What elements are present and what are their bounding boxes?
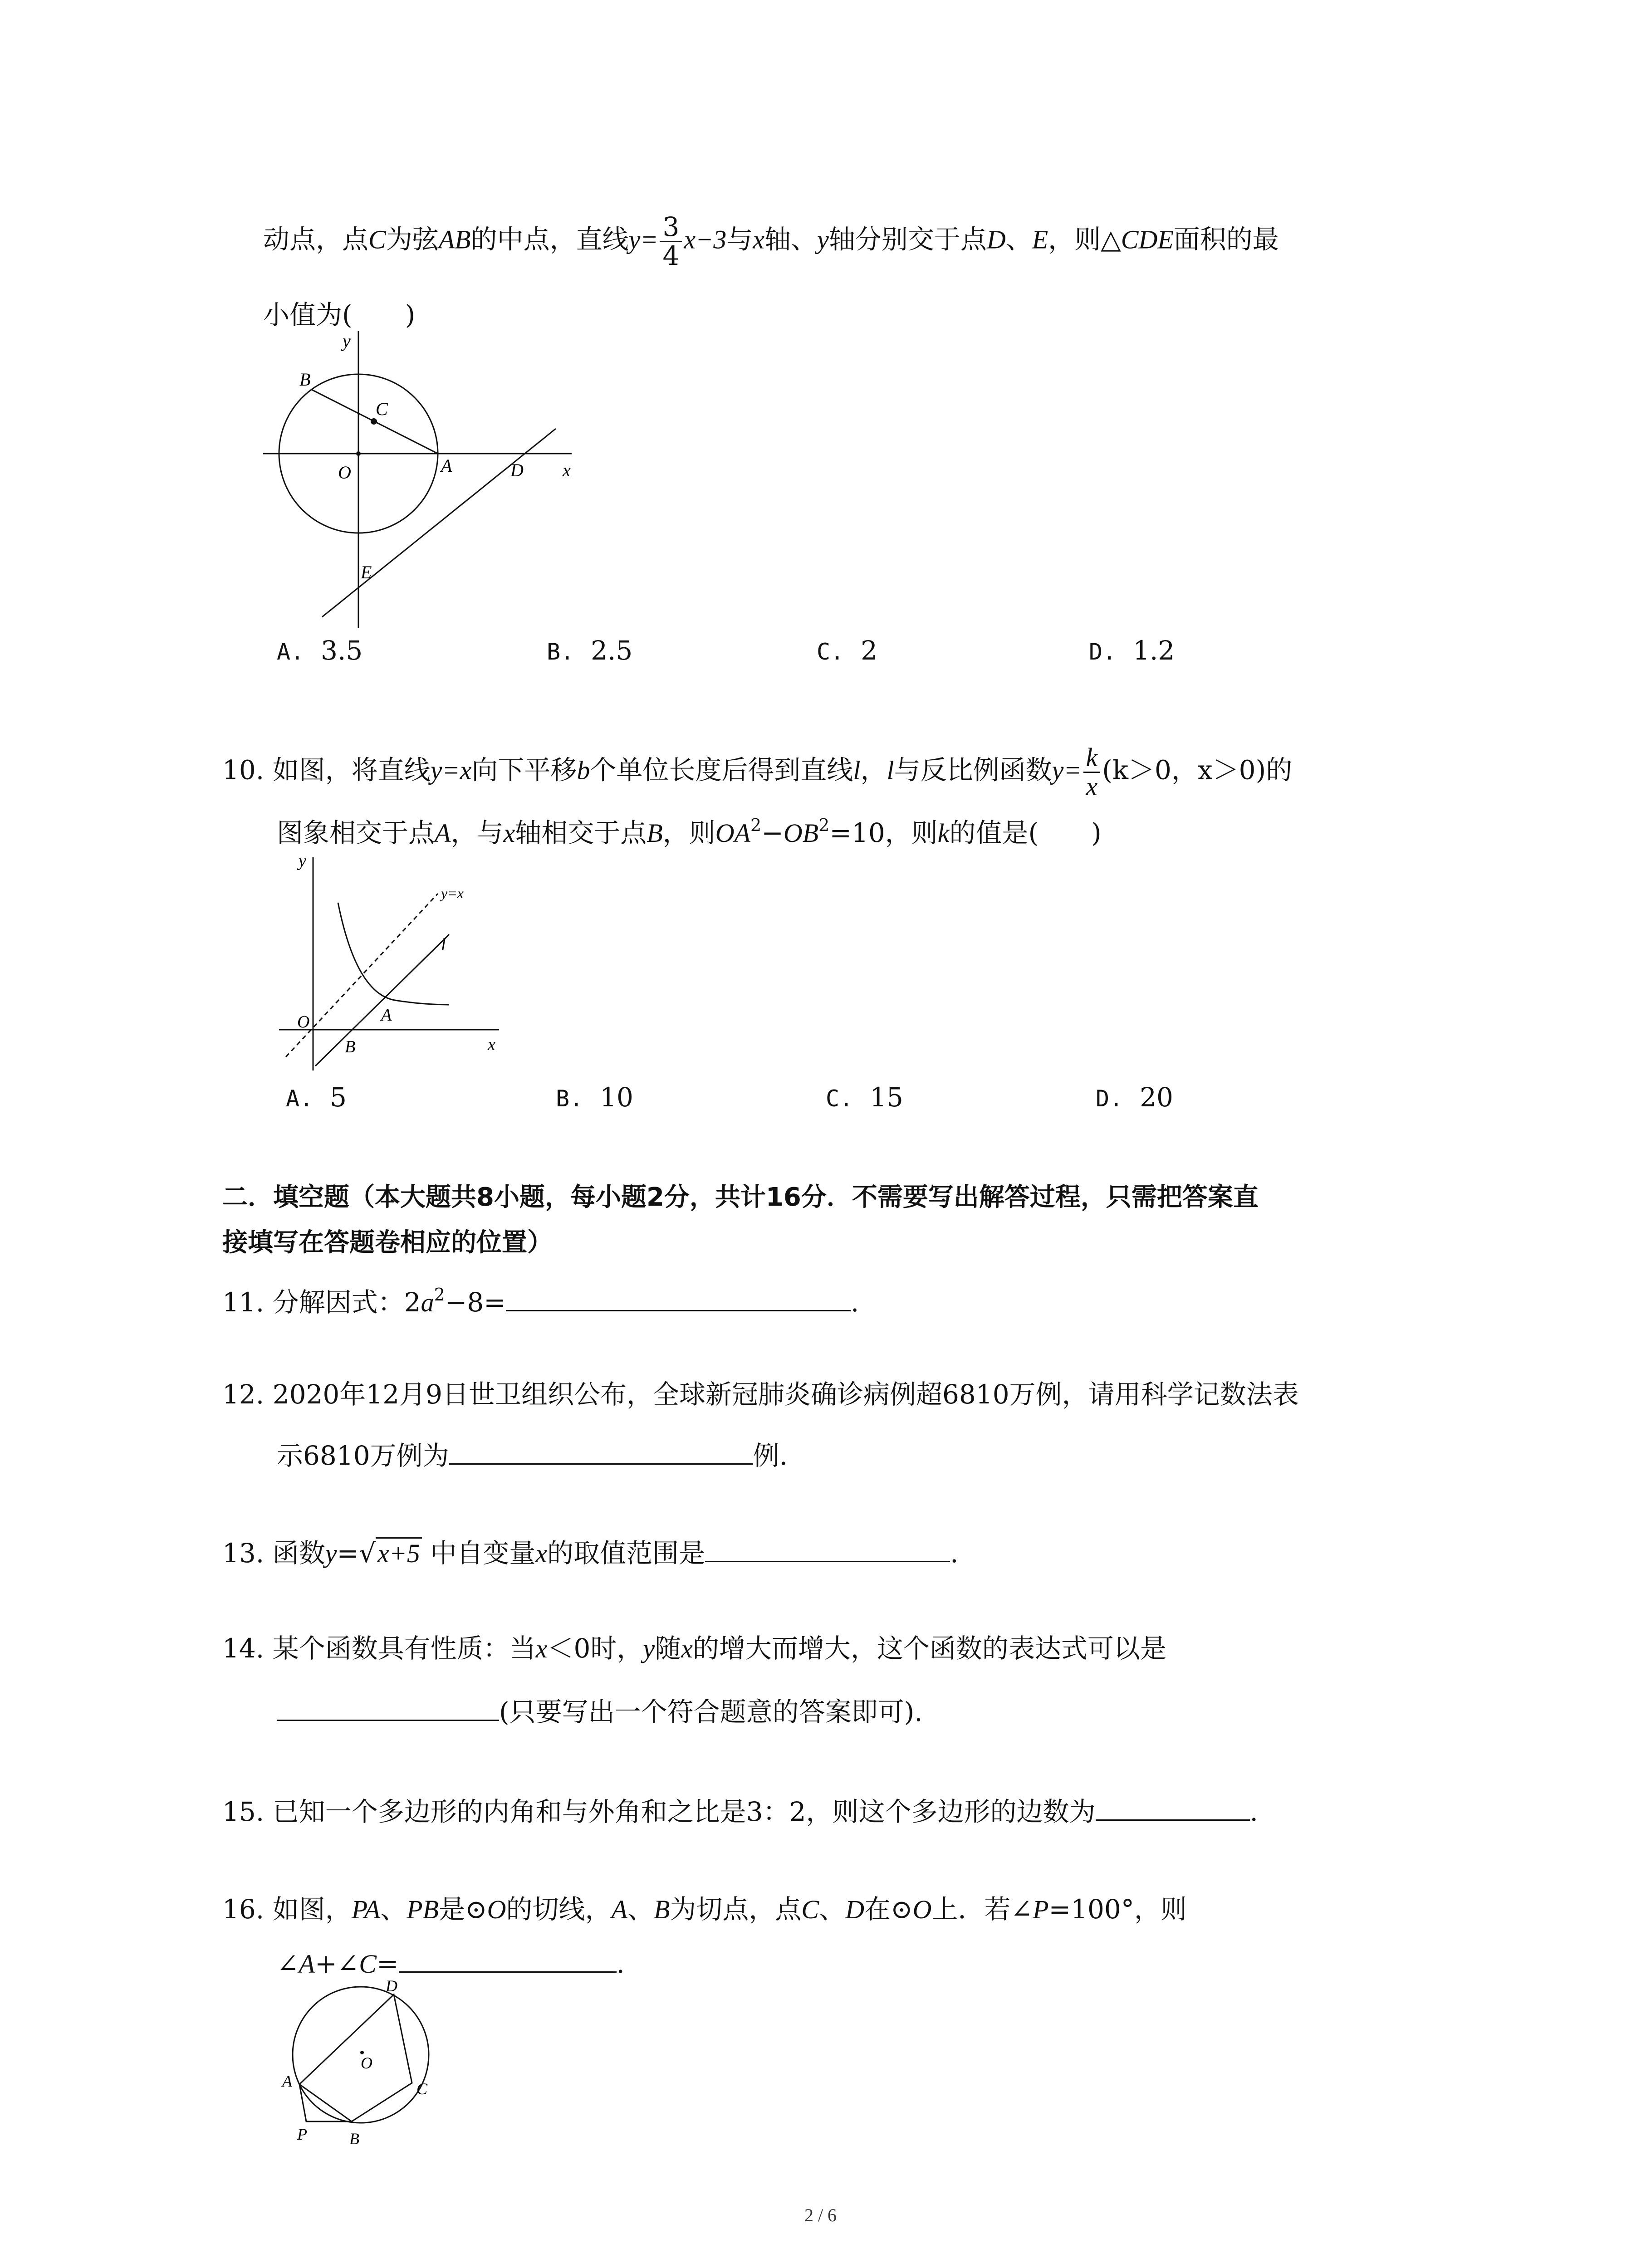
q15 [222,1796,1258,1827]
q16-fig-label-c: C [416,2080,428,2098]
answer-blank[interactable] [399,1970,617,1973]
q9-line1 [263,213,1279,270]
answer-blank[interactable] [1096,1818,1250,1821]
option-value: 10 [600,1082,633,1113]
q10-minus: − [761,817,784,848]
q10-line2 [277,816,1102,846]
q10-var-oa: OA [715,818,751,848]
q11-end: . [850,1287,859,1318]
option-label: B. [547,639,574,665]
q9-expr: x−3 [684,225,727,254]
q9-fig-label-y: y [343,331,351,351]
q10-fig-label-yx: y=x [441,885,464,901]
q11-var-a: a [421,1288,434,1317]
q9-var-d: D [986,225,1006,254]
q16-text: = [376,1948,399,1979]
q9-fig-label-c: C [376,399,388,419]
q10-text: 如图，将直线 [272,754,431,786]
q10-text: 的值是( ) [949,817,1102,848]
q11 [222,1286,859,1316]
q16-text: 、 [380,1894,407,1925]
q16-var: A [299,1949,315,1979]
answer-blank[interactable] [277,1718,499,1721]
section-heading: 二．填空题（本大题共8小题，每小题2分，共计16分．不需要写出解答过程，只需把答案直 [222,1183,1259,1212]
q16-var: P [1033,1895,1049,1924]
q10-figure [272,848,508,1075]
answer-blank[interactable] [705,1559,950,1562]
q10-option-d [1096,1082,1173,1113]
option-label: A. [286,1085,314,1112]
q10-var-a: A [435,818,451,848]
q16-text: =100°，则 [1048,1894,1187,1925]
option-label: D. [1089,639,1117,665]
q9-text: 为弦 [386,224,439,255]
q9-option-c [817,635,877,666]
q9-var-e: E [1032,225,1048,254]
q11-text: −8= [445,1287,506,1318]
option-label: C. [826,1085,853,1112]
q14-text: ＜0时， [547,1633,643,1664]
q12-text: 示6810万例为 [277,1440,449,1471]
q9-var-ab: AB [438,225,471,254]
q9-option-b [547,635,632,666]
q9-var-c: C [368,225,386,254]
q9-text: 轴、 [764,224,818,255]
q13-text: 中自变量 [430,1538,536,1569]
question-number: 15. [222,1796,265,1827]
q10-text: ， [860,754,887,786]
q13-var-x: x [535,1539,548,1568]
option-value: 5 [330,1082,347,1113]
q10-exponent: 2 [818,815,830,835]
q9-option-a [277,635,362,666]
q10-frac-den: x [1086,771,1098,801]
q9-text: 面积的最 [1173,224,1279,255]
question-number: 12. [222,1379,265,1410]
q10-var-b: B [647,818,663,848]
question-number: 16. [222,1894,265,1925]
q9-text: 轴分别交于点 [828,224,987,255]
q10-exponent: 2 [750,815,762,835]
option-label: A. [277,639,304,665]
q14-line2 [277,1696,923,1727]
q16-var: PA [351,1895,381,1924]
q16-text: 、 [819,1894,846,1925]
q10-option-a [286,1082,347,1113]
q12-end: 例. [753,1440,788,1471]
q16-fig-label-b: B [349,2130,359,2148]
q10-text: 向下平移 [471,754,577,786]
q10-text: ，则 [662,817,715,848]
q14-text: 某个函数具有性质：当 [272,1633,536,1664]
q10-fig-label-o: O [297,1012,310,1031]
q11-exponent: 2 [434,1285,445,1305]
q9-line2: 小值为( ) [263,299,416,330]
q9-text: 、 [1005,224,1032,255]
q10-y-eq: y= [1052,755,1082,785]
q10-line1 [222,744,1292,801]
q9-fig-label-x: x [563,460,571,480]
q9-fig-label-d: D [510,460,524,480]
option-label: B. [556,1085,583,1112]
q16-line2 [277,1950,625,1977]
q13: 13. 函数y=√x+5 中自变量x的取值范围是 . [222,1538,959,1569]
q14-line1 [222,1635,1166,1662]
q16-fig-label-d: D [386,1977,397,1995]
q16-var: A [611,1895,627,1924]
q14-text: 的增大而增大，这个函数的表达式可以是 [692,1633,1166,1664]
q13-text: 函数 [272,1538,325,1569]
q16-var: C [801,1895,819,1924]
q16-figure [272,1975,463,2166]
q10-fig-label-x: x [488,1035,495,1054]
q15-end: . [1249,1796,1258,1827]
q10-text: =10，则 [829,817,938,848]
q16-fig-label-p: P [297,2125,307,2143]
option-value: 2.5 [591,635,633,666]
q10-var-b: b [577,755,590,785]
q16-text: 是⊙ [438,1894,487,1925]
q16-var: O [912,1895,932,1924]
q16-text: ∠ [277,1948,299,1979]
q14-text: (只要写出一个符合题意的答案即可). [499,1696,923,1727]
option-value: 20 [1140,1082,1173,1113]
option-value: 3.5 [321,635,363,666]
q16-text: 、 [627,1894,654,1925]
q10-fraction [1083,744,1101,801]
q10-expr: y=x [430,755,472,785]
q16-text: 在⊙ [864,1894,913,1925]
q16-var: B [653,1895,670,1924]
q9-frac-num: 3 [660,213,682,242]
q12-line2 [277,1442,788,1469]
q9-text: 与 [726,224,753,255]
q10-var-l: l [887,755,894,785]
q16-text: 为切点，点 [670,1894,802,1925]
q16-fig-label-o: O [361,2054,372,2072]
q10-frac-num: k [1083,744,1101,773]
q9-fig-label-o: O [338,462,351,483]
q16-var: O [487,1895,506,1924]
q14-var-x: x [535,1634,548,1663]
q13-var-y: y [325,1539,337,1568]
q16-var: C [359,1949,377,1979]
q16-text: 的切线， [506,1894,612,1925]
answer-blank[interactable] [506,1308,851,1311]
answer-blank[interactable] [449,1461,753,1465]
q10-option-b [556,1082,633,1113]
q10-condition: (k＞0，x＞0)的 [1102,754,1293,786]
q10-option-c [826,1082,903,1113]
q16-line1 [222,1896,1187,1923]
q10-fig-label-a: A [381,1006,392,1025]
q16-fig-label-a: A [282,2072,292,2090]
q13-end: . [950,1538,959,1569]
q16-text: 上．若∠ [931,1894,1033,1925]
q16-var: PB [407,1895,439,1924]
q9-var-y: y [817,225,829,254]
q15-text: 已知一个多边形的内角和与外角和之比是3：2，则这个多边形的边数为 [272,1796,1096,1827]
q9-frac-den: 4 [662,240,680,271]
q10-text: 轴相交于点 [515,817,647,848]
option-value: 1.2 [1133,635,1175,666]
option-value: 15 [870,1082,903,1113]
q9-var-x: x [753,225,765,254]
q10-var-x: x [503,818,515,848]
q10-text: 个单位长度后得到直线 [590,754,853,786]
q9-fig-label-b: B [299,369,311,390]
q10-fig-label-y: y [299,851,306,870]
q10-text: 与反比例函数 [894,754,1052,786]
q9-y-eq: y= [628,225,658,254]
q10-var-l: l [853,755,861,785]
q9-text: ，则△ [1048,224,1121,255]
q9-figure [254,327,590,631]
q9-var-cde: CDE [1121,225,1174,254]
q14-text: 随 [655,1633,681,1664]
option-value: 2 [861,635,877,666]
question-number: 13. [222,1538,265,1569]
q16-text: 如图， [272,1894,352,1925]
q14-var-y: y [643,1634,655,1663]
page-number: 2 / 6 [804,2205,837,2225]
q9-text: 动点，点 [263,224,369,255]
section-heading-cont: 接填写在答题卷相应的位置） [222,1228,553,1257]
q12-line1 [222,1381,1299,1408]
question-number: 11. [222,1287,265,1318]
q13-eq: = [337,1538,359,1569]
q10-text: 图象相交于点 [277,817,435,848]
q16-var: D [845,1895,864,1924]
q9-fig-label-a: A [441,455,452,476]
q16-end: . [616,1948,625,1979]
q9-text: 的中点，直线 [470,224,629,255]
q16-text: +∠ [315,1948,359,1979]
q13-radicand: x+5 [376,1537,422,1568]
option-label: C. [817,639,844,665]
q10-var-ob: OB [783,818,819,848]
q10-fig-label-b: B [345,1037,356,1056]
q9-fraction [660,213,682,270]
q10-var-k: k [937,818,950,848]
question-number: 14. [222,1633,265,1664]
q9-fig-label-e: E [361,562,372,582]
q9-option-d [1089,635,1175,666]
option-label: D. [1096,1085,1123,1112]
q10-text: ，与 [451,817,504,848]
question-number: 10. [222,754,265,786]
q13-text: 的取值范围是 [547,1538,705,1569]
q10-fig-label-l: l [441,935,446,954]
q14-var-x: x [681,1634,693,1663]
q11-text: 分解因式：2 [272,1287,421,1318]
q12-text: 2020年12月9日世卫组织公布，全球新冠肺炎确诊病例超6810万例，请用科学记数法表 [272,1379,1299,1410]
